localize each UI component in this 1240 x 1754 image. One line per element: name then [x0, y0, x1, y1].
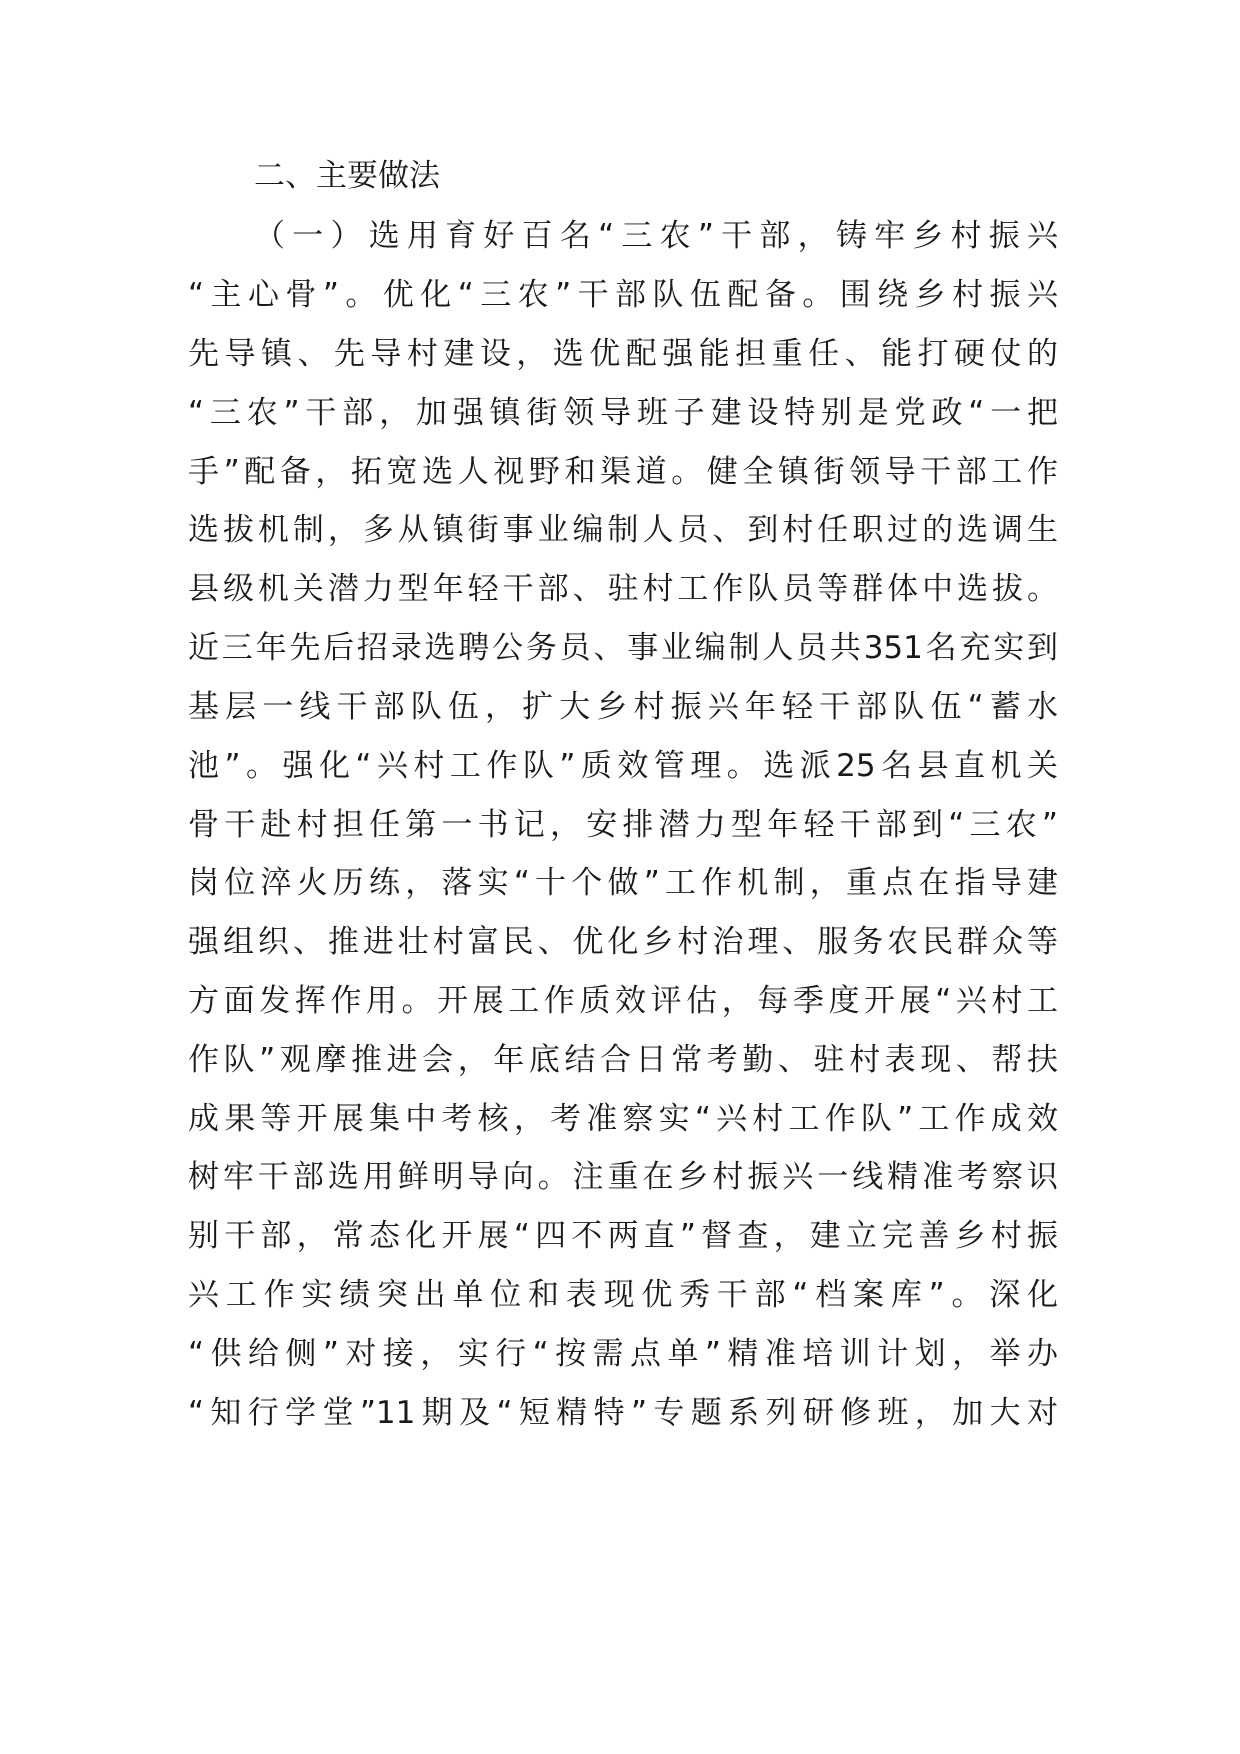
- paragraph-line: 基层一线干部队伍，扩大乡村振兴年轻干部队伍“蓄水: [188, 689, 1058, 725]
- section-heading: 二、主要做法: [254, 158, 440, 194]
- paragraph-line: 骨干赴村担任第一书记，安排潜力型年轻干部到“三农”: [188, 807, 1058, 843]
- paragraph-line: （一）选用育好百名“三农”干部，铸牢乡村振兴: [254, 218, 1058, 254]
- paragraph-line: 别干部，常态化开展“四不两直”督查，建立完善乡村振: [188, 1218, 1058, 1254]
- paragraph-line: 池”。强化“兴村工作队”质效管理。选派25名县直机关: [188, 748, 1058, 784]
- paragraph-line: 岗位淬火历练，落实“十个做”工作机制，重点在指导建: [188, 865, 1058, 901]
- paragraph-line: “主心骨”。优化“三农”干部队伍配备。围绕乡村振兴: [188, 277, 1058, 313]
- paragraph-line: 选拔机制，多从镇街事业编制人员、到村任职过的选调生: [188, 512, 1058, 548]
- paragraph-line: 作队”观摩推进会，年底结合日常考勤、驻村表现、帮扶: [188, 1042, 1058, 1078]
- paragraph-line: “知行学堂”11期及“短精特”专题系列研修班，加大对: [188, 1395, 1058, 1431]
- paragraph-line: 成果等开展集中考核，考准察实“兴村工作队”工作成效: [188, 1101, 1058, 1137]
- paragraph-line: 近三年先后招录选聘公务员、事业编制人员共351名充实到: [188, 630, 1058, 666]
- paragraph-line: 兴工作实绩突出单位和表现优秀干部“档案库”。深化: [188, 1277, 1058, 1313]
- paragraph-line: 手”配备，拓宽选人视野和渠道。健全镇街领导干部工作: [188, 454, 1058, 490]
- paragraph-line: 树牢干部选用鲜明导向。注重在乡村振兴一线精准考察识: [188, 1159, 1058, 1195]
- paragraph-line: 县级机关潜力型年轻干部、驻村工作队员等群体中选拔。: [188, 571, 1058, 607]
- paragraph-line: “三农”干部，加强镇街领导班子建设特别是党政“一把: [188, 395, 1058, 431]
- paragraph-line: 方面发挥作用。开展工作质效评估，每季度开展“兴村工: [188, 983, 1058, 1019]
- paragraph-line: 强组织、推进壮村富民、优化乡村治理、服务农民群众等: [188, 924, 1058, 960]
- paragraph-line: 先导镇、先导村建设，选优配强能担重任、能打硬仗的: [188, 336, 1058, 372]
- paragraph-line: “供给侧”对接，实行“按需点单”精准培训计划，举办: [188, 1336, 1058, 1372]
